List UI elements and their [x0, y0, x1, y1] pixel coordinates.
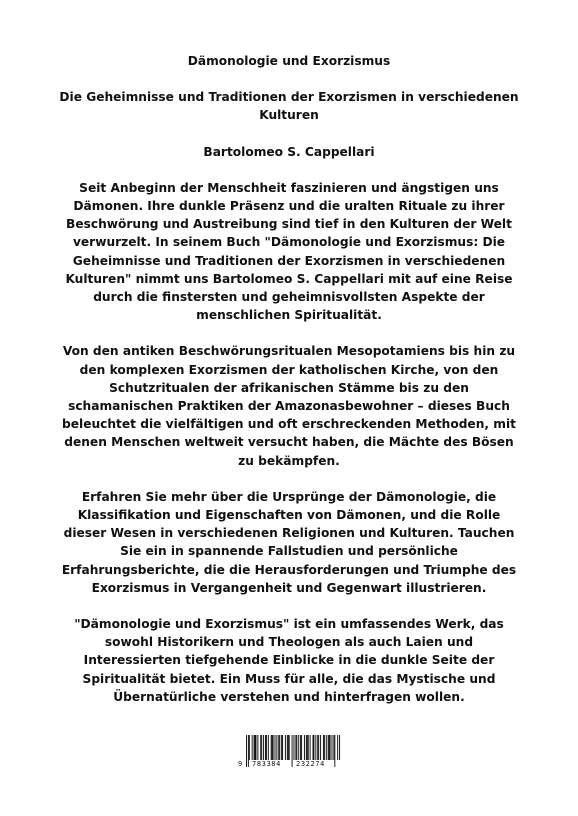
barcode-bar [287, 735, 288, 760]
isbn-barcode [238, 733, 342, 773]
blurb-paragraph-4: "Dämonologie und Exorzismus" ist ein umfassendes Werk, das sowohl Historikern und Theologen als auch Laien und Interessierten tiefgehende Einblicke in die dunkle Seite der Spiritualität bietet. Ein Muss für alle, die das Mystische und Übernatürliche verstehen und hinterfragen wollen. [74, 617, 504, 704]
barcode-bar [289, 735, 290, 760]
barcode-bar [307, 735, 308, 760]
barcode-bar [282, 735, 283, 760]
barcode-bar [318, 735, 319, 760]
barcode-bar [271, 735, 272, 760]
barcode-bar [295, 735, 296, 760]
barcode-bar [256, 735, 257, 760]
barcode-bar [263, 735, 264, 760]
barcode-bar [276, 735, 277, 760]
barcode-bar [337, 735, 338, 760]
barcode-bar [249, 735, 250, 760]
barcode-bar [257, 735, 258, 760]
barcode-bar [313, 735, 314, 760]
barcode-bar [320, 735, 321, 760]
barcode-bar [260, 735, 261, 760]
barcode-bar [292, 735, 293, 767]
barcode-bar [304, 735, 305, 760]
barcode-bar [281, 735, 282, 760]
barcode-bar [310, 735, 311, 760]
barcode-bar [285, 735, 286, 760]
barcode-bar [296, 735, 297, 760]
barcode-bar [324, 735, 325, 760]
barcode-bar [329, 735, 330, 760]
barcode-bar [301, 735, 302, 760]
barcode-bar [294, 735, 295, 760]
barcode-bar [308, 735, 309, 760]
barcode-right-digits: 232274 [296, 760, 325, 768]
barcode-bar [339, 735, 340, 760]
barcode-bar [323, 735, 324, 760]
book-author: Bartolomeo S. Cappellari [203, 144, 375, 159]
barcode-bar [261, 735, 262, 760]
barcode-bar [275, 735, 276, 760]
barcode-bar [288, 735, 289, 760]
barcode-bar [298, 735, 299, 760]
barcode-bar [266, 735, 267, 760]
barcode-bar [248, 735, 249, 767]
barcode-bar [272, 735, 273, 760]
barcode-bar [334, 735, 335, 767]
barcode-bar [330, 735, 331, 760]
barcode-bar [326, 735, 327, 760]
barcode-bar [268, 735, 269, 760]
barcode-bar [254, 735, 255, 760]
barcode-first-digit: 9 [238, 760, 243, 768]
barcode-left-digits: 783384 [252, 760, 281, 768]
back-cover-text [58, 52, 520, 724]
barcode-bar [252, 735, 253, 760]
blurb-paragraph-3: Erfahren Sie mehr über die Ursprünge der Dämonologie, die Klassifikation und Eigenschaften von Dämonen, und die Rolle dieser Wesen in verschiedenen Religionen und Kulturen. Tauchen Sie ein in spannende Fallstudien und persönliche Erfahrungsberichte, die die Herausforderungen und Triumphe des Exorzismus in Vergangenheit und Gegenwart illustrieren. [61, 489, 517, 595]
barcode-bar [255, 735, 256, 760]
barcode-bar [278, 735, 279, 760]
barcode-bar [328, 735, 329, 760]
barcode-bar [317, 735, 318, 760]
blurb-paragraph-1: Seit Anbeginn der Menschheit faszinieren und ängstigen uns Dämonen. Ihre dunkle Präsenz und die uralten Rituale zu ihrer Beschwörung und Austreibung sind tief in den Kulturen der Welt verwurzelt. In seinem Buch "Dämonologie und Exorzismus: Die Geheimnisse und Traditionen der Exorzismen in verschiedenen Kulturen" nimmt uns Bartolomeo S. Cappellari mit auf eine Reise durch die finstersten und geheimnisvollsten Aspekte der menschlichen Spiritualität. [65, 180, 513, 323]
barcode-bar [332, 735, 333, 760]
barcode-bar [273, 735, 274, 760]
barcode-bar [300, 735, 301, 760]
barcode-bar [279, 735, 280, 760]
book-title: Dämonologie und Exorzismus [187, 54, 391, 68]
barcode-bar [313, 735, 314, 760]
book-subtitle: Die Geheimnisse und Traditionen der Exorzismen in verschiedenen Kulturen [59, 90, 519, 123]
blurb-paragraph-2: Von den antiken Beschwörungsritualen Mesopotamiens bis hin zu den komplexen Exorzismen der katholischen Kirche, von den Schutzritualen der afrikanischen Stämme bis zu den schamanischen Praktiken der Amazonasbewohner – dieses Buch beleuchtet die vielfältigen und oft erschreckenden Methoden, mit denen Menschen weltweit versucht haben, die Mächte des Bösen zu bekämpfen. [62, 344, 516, 468]
barcode-bar [265, 735, 266, 760]
barcode-bar [315, 735, 316, 760]
barcode-bar [246, 735, 247, 767]
barcode-bar [306, 735, 307, 760]
barcode-bar [333, 735, 334, 760]
